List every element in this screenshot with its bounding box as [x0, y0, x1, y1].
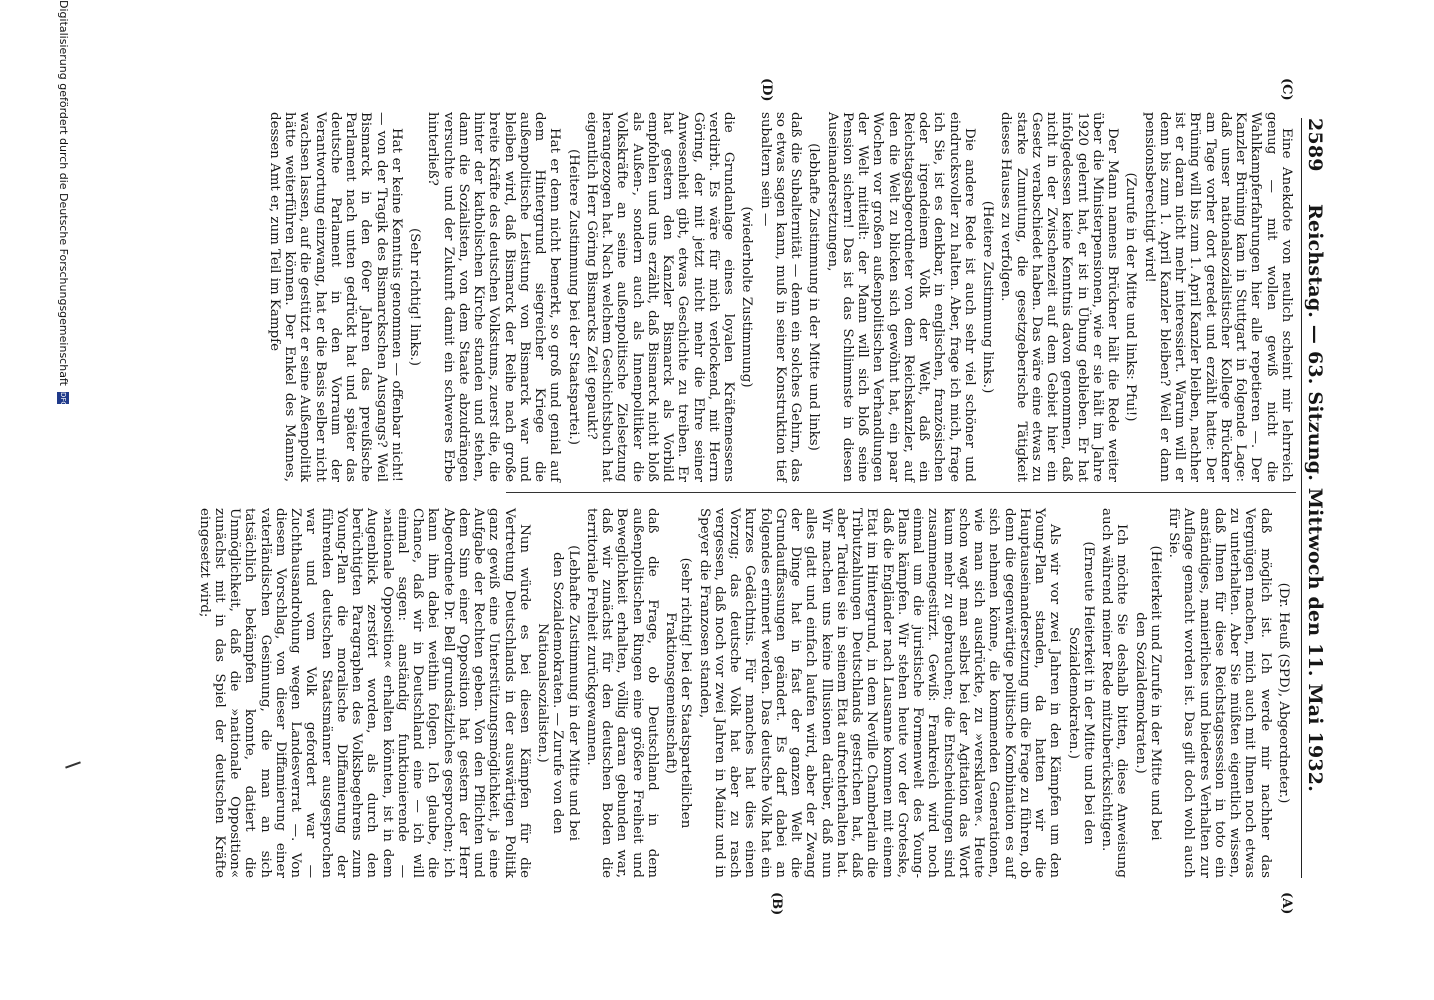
side-letter-d: (D) — [759, 78, 774, 102]
paragraph: daß die Frage, ob Deutschland in dem außenpolitischen Ringen eine größere Freiheit und Beweglichkeit erhalten, völlig daran gebunden war, daß wir zunächst für den deutschen Boden die territoriale Freiheit zurückgewannen. — [584, 508, 660, 878]
interjection: (lebhafte Zustimmung in der Mitte und links) — [806, 143, 822, 451]
side-letter-b: (B) — [769, 892, 784, 916]
paragraph: daß möglich ist. Ich werde mir nachher das Vergnügen machen, mich auch mit Ihnen noch etwas zu unterhalten. Aber Sie müßten eigentlich wissen, daß Ihnen für diese Reichstagssession in toto ein anständiges, manierliches und biederes Verhalten zur Auflage gemacht worden ist. Das gilt doch wohl auch für Sie. — [1166, 508, 1273, 878]
paragraph: Hat er keine Kenntnis genommen — offenbar nicht! — von der Tragik des Bismarckschen Ausgangs? Weil Bismarck in den 60er Jahren das preußische Parlament nach unten gedrückt hat und später das deutsche Parlament in den Vorraum der Verantwortung einzwang, hat er die Basis selber nicht wachsen lassen, auf die gestützt er seine Außenpolitik hätte weiterführen können. Der Enkel des Mannes, dessen Amt er, zum Teil im Kampfe — [267, 112, 404, 482]
session-title: Reichstag. — 63. Sitzung. Mittwoch den 11. Mai 1932. — [1304, 203, 1326, 793]
interjection: (Erneute Heiterkeit in der Mitte und bei den Sozialdemokraten.) — [1065, 541, 1096, 845]
paragraph: daß die Subalternität — denn ein solches Gehirn, das so etwas sagen kann, muß in seiner Konstruktion tief subaltern sein — — [757, 112, 804, 482]
side-letter-a: (A) — [1279, 892, 1294, 915]
paragraph: Als wir vor zwei Jahren in den Kämpfen um den Young-Plan standen, da hatten wir die Hauptauseinandersetzung um die Frage zu führen, ob denn die gegenwärtige politische Kombination es auf sich nehmen könne, die kommenden Generationen, wie man sich ausdrückte, zu »versklaven«. Heute schon wagt man selbst bei der Agitation das Wort kaum mehr zu gebrauchen; die Entscheidungen sind zusammengestürzt. Gewiß: Frankreich wird noch einmal um die juristische Formenwelt des Young-Plans kämpfen. Wir stehen heute vor der Groteske, daß die Engländer nach Lausanne kommen mit einem Etat im Hintergrund, in dem Neville Chamberlain die Tributzahlungen Deutschlands gestrichen hat, daß aber Tardieu sie in seinem Etat aufrechterhalten hat. Wir machen uns keine Illusionen darüber, daß nun alles glatt und einfach laufen wird, aber der Zwang der Dinge hat in fast der ganzen Welt die Grundauffassungen geändert. Es darf dabei an folgendes erinnert werden. Das deutsche Volk hat ein kurzes Gedächtnis. Für manches hat dies einen Vorzug; das deutsche Volk hat aber zu rasch vergessen, daß noch vor zwei Jahren in Mainz und in Speyer die Franzosen standen, — [696, 508, 1063, 878]
paragraph: Ich möchte Sie deshalb bitten, diese Anweisung auch während meiner Rede mitzuberücksichtigen. — [1099, 508, 1130, 878]
text-column-left — [196, 508, 1294, 878]
interjection: (Zurufe in der Mitte und links: Pfui!) — [1123, 172, 1139, 422]
column-divider — [506, 492, 1296, 493]
speaker-line: (Dr. Heuß (SPD), Abgeordneter.) — [1276, 582, 1291, 804]
interjection: (wiederholte Zustimmung) — [739, 206, 755, 388]
page-header — [1301, 118, 1328, 878]
interjection: (Heitere Zustimmung bei der Staatspartei.) — [565, 149, 581, 445]
paragraph: Der Mann namens Brückner hält die Rede weiter über die Ministerpensionen, wie er sie hält im Jahre 1920 gelernt hat, er ist in Übung geblieben. Er hat infolgedessen keine Kenntnis davon genommen, daß nicht in der Zwischenzeit auf dem Gebiet hier ein Gesetz verabschiedet haben. Das wäre eine etwas zu starke Zumutung, die gesetzgeberische Tätigkeit dieses Hauses zu verfolgen. — [998, 112, 1121, 482]
side-letter-c: (C) — [1279, 78, 1294, 101]
interjection: (Heiterkeit und Zurufe in der Mitte und bei den Sozialdemokraten.) — [1132, 545, 1163, 841]
dfg-logo: DFG — [59, 391, 68, 407]
footer-text: Digitalisierung gefördert durch die Deutsche Forschungsgemeinschaft — [57, 0, 70, 386]
paragraph: Eine Anekdote von neulich scheint mir lehrreich genug — mit wollen gewiß nicht die Wahlkampferfahrungen hier alle repetieren —. Der Kanzler Brüning kam in Stuttgart in folgende Lage: daß unser nationalsozialistischer Kollege Brückner am Tage vorher dort geredet und erzählt hatte: Der Brüning will bis zum 1. April Kanzler bleiben, nachher ist er daran nicht mehr interessiert. Warum will er denn bis zum 1. April Kanzler bleiben? Weil er dann pensionsberechtigt wird! — [1141, 112, 1294, 482]
interjection: (Lebhafte Zustimmung in der Mitte und bei den Sozialdemokraten. — Zurufe von den Nationalsozialisten.) — [535, 545, 581, 841]
interjection: (Sehr richtig! links.) — [407, 228, 423, 366]
digitization-footer — [57, 0, 70, 1000]
paragraph: Die andere Rede ist auch sehr viel schöner und eindrucksvoller zu halten. Aber, frage ich mich, frage ich Sie, ist es denkbar, in englischen, französischen oder irgendeinem Volk der Welt, daß ein Reichstagsabgeordneter von dem Reichskanzler, auf den die Welt zu blicken sich gewöhnt hat, ein paar Wochen vor großen außenpolitischen Verhandlungen der Welt mitteilt: der Mann will sich bloß seine Pension sichern! Das ist das Schlimmste in diesen Auseinandersetzungen, — [824, 112, 977, 482]
text-column-right — [267, 112, 1294, 482]
interjection: (Heitere Zustimmung links.) — [980, 200, 996, 394]
paragraph: Nun würde es bei diesen Kämpfen für die Vertretung Deutschlands in der auswärtigen Politik ganz gewiß eine Unterstützungsmöglichkeit, ja eine Aufgabe der Rechten geben. Von den Pflichten und dem Sinn einer Opposition hat gestern der Herr Abgeordnete Dr. Bell grundsätzliches gesprochen; ich kann ihm dabei weithin folgen. Ich glaube, die Chance, daß wir in Deutschland eine — ich will einmal sagen: anständig funktionierende — »nationale Opposition« erhalten könnten, ist in dem Augenblick zerstört worden, als durch den berüchtigten Paragraphen des Volksbegehrens zum Young-Plan die moralische Diffamierung der führenden deutschen Staatsmänner ausgesprochen war und vom Volk gefordert war — Zuchthausandrohung wegen Landesverrat —. Von diesem Vorschlag, von dieser Diffamierung einer vaterländischen Gesinnung, die man an sich tatsächlich bekämpfen konnte, datiert die Unmöglichkeit, daß die »nationale Opposition« zunächst mit in das Spiel der deutschen Kräfte eingesetzt wird; — [196, 508, 532, 878]
interjection: (sehr richtig! bei der Staatsparteilichen Fraktionsgemeinschaft) — [663, 557, 694, 829]
page-number: 2589 — [1304, 118, 1326, 172]
paragraph: die Grundanlage eines loyalen Kräftemessens verdirbt. Es wäre für mich verlockend, mit Herrn Göring, der mit jetzt nicht mehr die Ehre seiner Anwesenheit gibt, etwas Geschichte zu treiben. Er hat gestern den Kanzler Bismarck als Vorbild empfohlen und uns erzählt, daß Bismarck nicht bloß als Außen-, sondern auch als Innenpolitiker die Volkskräfte an seine außenpolitische Zielsetzung herangezogen hat. Nach welchem Geschichtsbuch hat eigentlich Herr Göring Bismarcks Zeit gepaukt? — [584, 112, 737, 482]
paragraph: Hat er denn nicht bemerkt, so groß und genial auf dem Hintergrund siegreicher Kriege die außenpolitische Leistung von Bismarck war und bleiben wird, daß Bismarck der Reihe nach große breite Kräfte des deutschen Volkstums, zuerst die, die hinter der katholischen Kirche standen und stehen, dann die Sozialisten, von dem Staate abzudrängen versuchte und der Zukunft damit ein schweres Erbe hinterließ? — [425, 112, 563, 482]
